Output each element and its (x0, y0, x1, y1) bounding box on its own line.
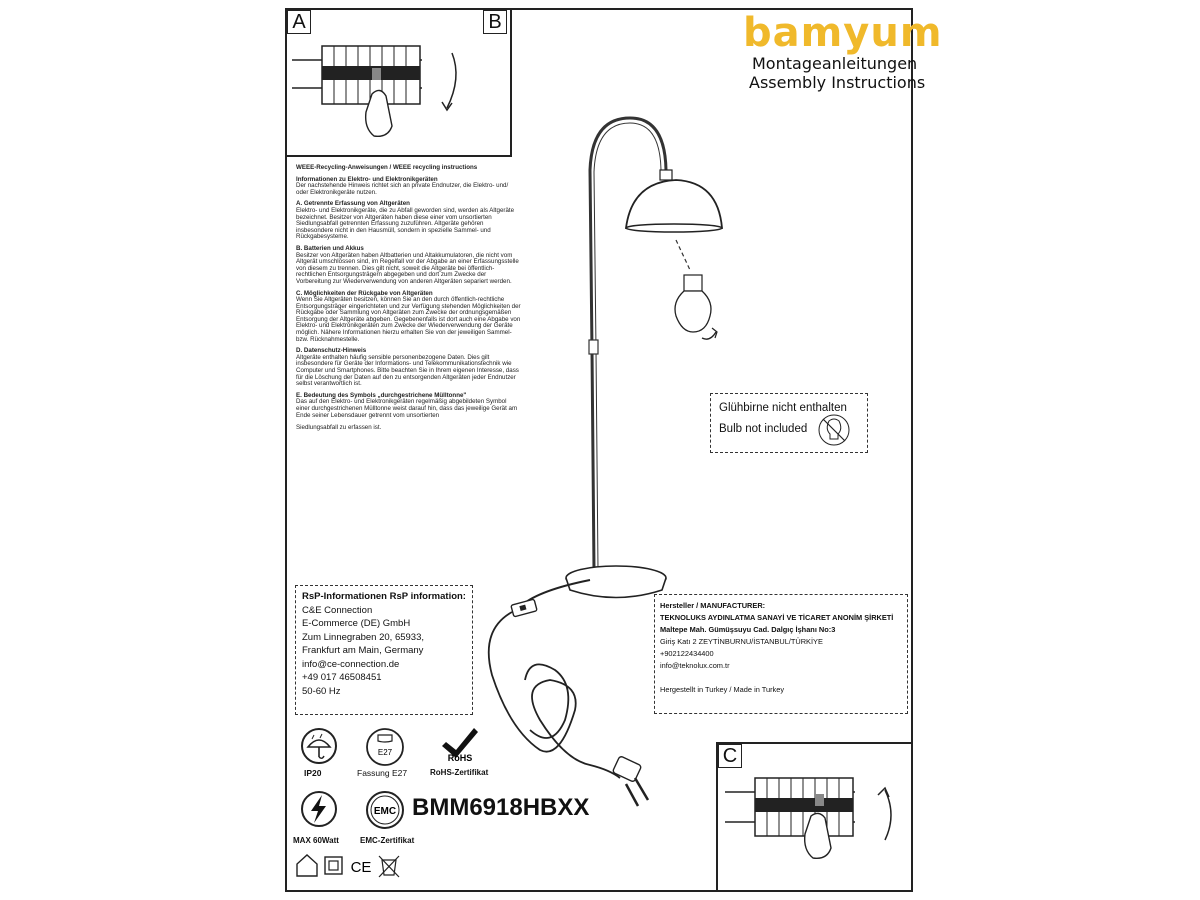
rohs-mark-text: RoHS (447, 753, 473, 762)
rsp-line: info@ce-connection.de (302, 658, 400, 670)
manufacturer-line: info@teknolux.com.tr (660, 661, 730, 670)
emc-mark-text: EMC (373, 806, 397, 817)
subtitle-de: Montageanleitungen (752, 54, 918, 73)
panel-label-c: C (718, 744, 742, 768)
model-number: BMM6918HBXX (412, 794, 590, 821)
subtitle-en: Assembly Instructions (749, 73, 926, 92)
weee-section-c-heading: C. Möglichkeiten der Rückgabe von Altgeräten (296, 289, 433, 297)
weee-section-b-text: Besitzer von Altgeräten haben Altbatterien und Altakkumulatoren, die nicht vom Altgerät umschlossen sind, im Regelfall vor der Abgabe an einer Erfassungsstelle von diesem zu trennen. Dies gilt nicht, soweit die Altgeräte bei öffentlich-rechtlichen Entsorgungsträgern abgegeben und dort zum Zwecke der Vorbereitung zur Wiederverwendung von anderen Altgeräten separiert werden. (296, 251, 519, 285)
weee-section-b-heading: B. Batterien und Akkus (296, 244, 364, 252)
manufacturer-line: TEKNOLUKS AYDINLATMA SANAYİ VE TİCARET ANONİM ŞİRKETİ (660, 613, 894, 622)
manufacturer-box (654, 594, 908, 714)
rohs-checkmark-icon (440, 726, 480, 762)
weee-section-e-heading: E. Bedeutung des Symbols „durchgestrichene Mülltonne" (296, 391, 467, 399)
weee-info-heading: Informationen zu Elektro- und Elektronikgeräten (296, 175, 438, 183)
ce-mark-icon: CE (350, 859, 372, 876)
manufacturer-line: +902122434400 (660, 649, 714, 658)
rsp-line: C&E Connection (302, 604, 373, 616)
manufacturer-line: Giriş Katı 2 ZEYTİNBURNU/İSTANBUL/TÜRKİYE (660, 637, 823, 646)
panel-label-b: B (483, 10, 507, 34)
rsp-line: 50-60 Hz (302, 685, 341, 697)
weee-section-d-text: Altgeräte enthalten häufig sensible personenbezogene Daten. Dies gilt insbesondere für Geräte der Informations- und Telekommunikationstechnik wie Computer und Smartphones. Bitte beachten Sie in Ihrem eigenen Interesse, dass für die Löschung der Daten auf den zu entsorgenden Altgeräten jeder Endnutzer selbst verantwortlich ist. (296, 353, 519, 388)
compliance-icons-row (295, 852, 415, 878)
e27-socket-icon (365, 727, 405, 767)
manufacturer-line: Maltepe Mah. Gümüşsuyu Cad. Dalgıç İşhanı No:3 (660, 625, 836, 634)
breaker-switch-on-illustration (725, 770, 910, 880)
bulb-note-de: Glühbirne nicht enthalten (719, 402, 847, 414)
emc-label: EMC-Zertifikat (360, 836, 415, 845)
rsp-line: +49 017 46508451 (302, 672, 382, 683)
weee-section-c-text: Wenn Sie Altgeräten besitzen, können Sie an den durch öffentlich-rechtliche Entsorgungsträger eingerichteten und zur Verfügung stehenden Möglichkeiten der Rückgabe oder Sammlung von Altgeräten zum Zwecke der ordnungsgemäßen Entsorgung der Altgeräte abgeben. Gegebenenfalls ist dort auch eine Abgabe von Elektro- und Elektronikgeräten zum Zwecke der Wiederverwendung der Geräte möglich. Nähere Informationen hierzu erhalten Sie von der jeweiligen Sammel- bzw. Rücknahmestelle. (296, 296, 521, 343)
max-watt-label: MAX 60Watt (293, 836, 339, 845)
e27-socket-text: E27 (377, 748, 393, 757)
rsp-line: Frankfurt am Main, Germany (302, 645, 424, 656)
brand-logo: bamyum (743, 10, 943, 56)
weee-section-a-text: Elektro- und Elektronikgeräte, die zu Abfall geworden sind, werden als Altgeräte bezeichnet. Besitzer von Altgeräten haben diese einer vom unsortierten Siedlungsabfall getrennten Erfassung zuzuführen. Altgeräte gehören insbesondere nicht in den Hausmüll, sondern in spezielle Sammel- und Rückgabesysteme. (296, 206, 515, 241)
indoor-use-icon (297, 855, 317, 876)
weee-intro: Der nachstehende Hinweis richtet sich an private Endnutzer, die Elektro- und/ oder Elektronikgeräte nutzen. (296, 182, 509, 196)
emc-certificate-icon (365, 790, 405, 830)
rsp-information-box (295, 585, 473, 715)
weee-section-d-heading: D. Datenschutz-Hinweis (296, 347, 367, 355)
weee-title: WEEE-Recycling-Anweisungen / WEEE recycling instructions (296, 164, 478, 171)
crossed-bulb-icon (817, 413, 851, 447)
power-lightning-icon (300, 790, 338, 828)
rohs-label: RoHS-Zertifikat (430, 768, 489, 777)
rsp-line: E-Commerce (DE) GmbH (302, 618, 411, 629)
manufacturer-line: Hergestellt in Turkey / Made in Turkey (660, 685, 785, 694)
weee-section-e-tail: Siedlungsabfall zu erfassen ist. (296, 424, 382, 432)
ip20-label: IP20 (304, 768, 322, 778)
panel-label-a: A (287, 10, 311, 34)
ip20-umbrella-icon (300, 727, 338, 765)
bulb-note-en: Bulb not included (719, 423, 808, 435)
manufacturer-line (660, 672, 902, 684)
weee-section-a-heading: A. Getrennte Erfassung von Altgeräten (296, 200, 410, 208)
socket-label: Fassung E27 (357, 768, 408, 778)
breaker-switch-off-illustration (292, 38, 502, 148)
rsp-line: Zum Linnegraben 20, 65933, (302, 631, 425, 643)
rsp-title: RsP-Informationen RsP information: (302, 591, 466, 602)
manufacturer-title: Hersteller / MANUFACTURER: (660, 601, 766, 610)
weee-section-e-text: Das auf den Elektro- und Elektronikgeräten regelmäßig abgebildeten Symbol einer durchgestrichenen Mülltonne weist darauf hin, dass das jeweilige Gerät am Ende seiner Lebensdauer getrennt vom unsortierten (296, 398, 518, 419)
crossed-bin-icon (382, 860, 396, 875)
